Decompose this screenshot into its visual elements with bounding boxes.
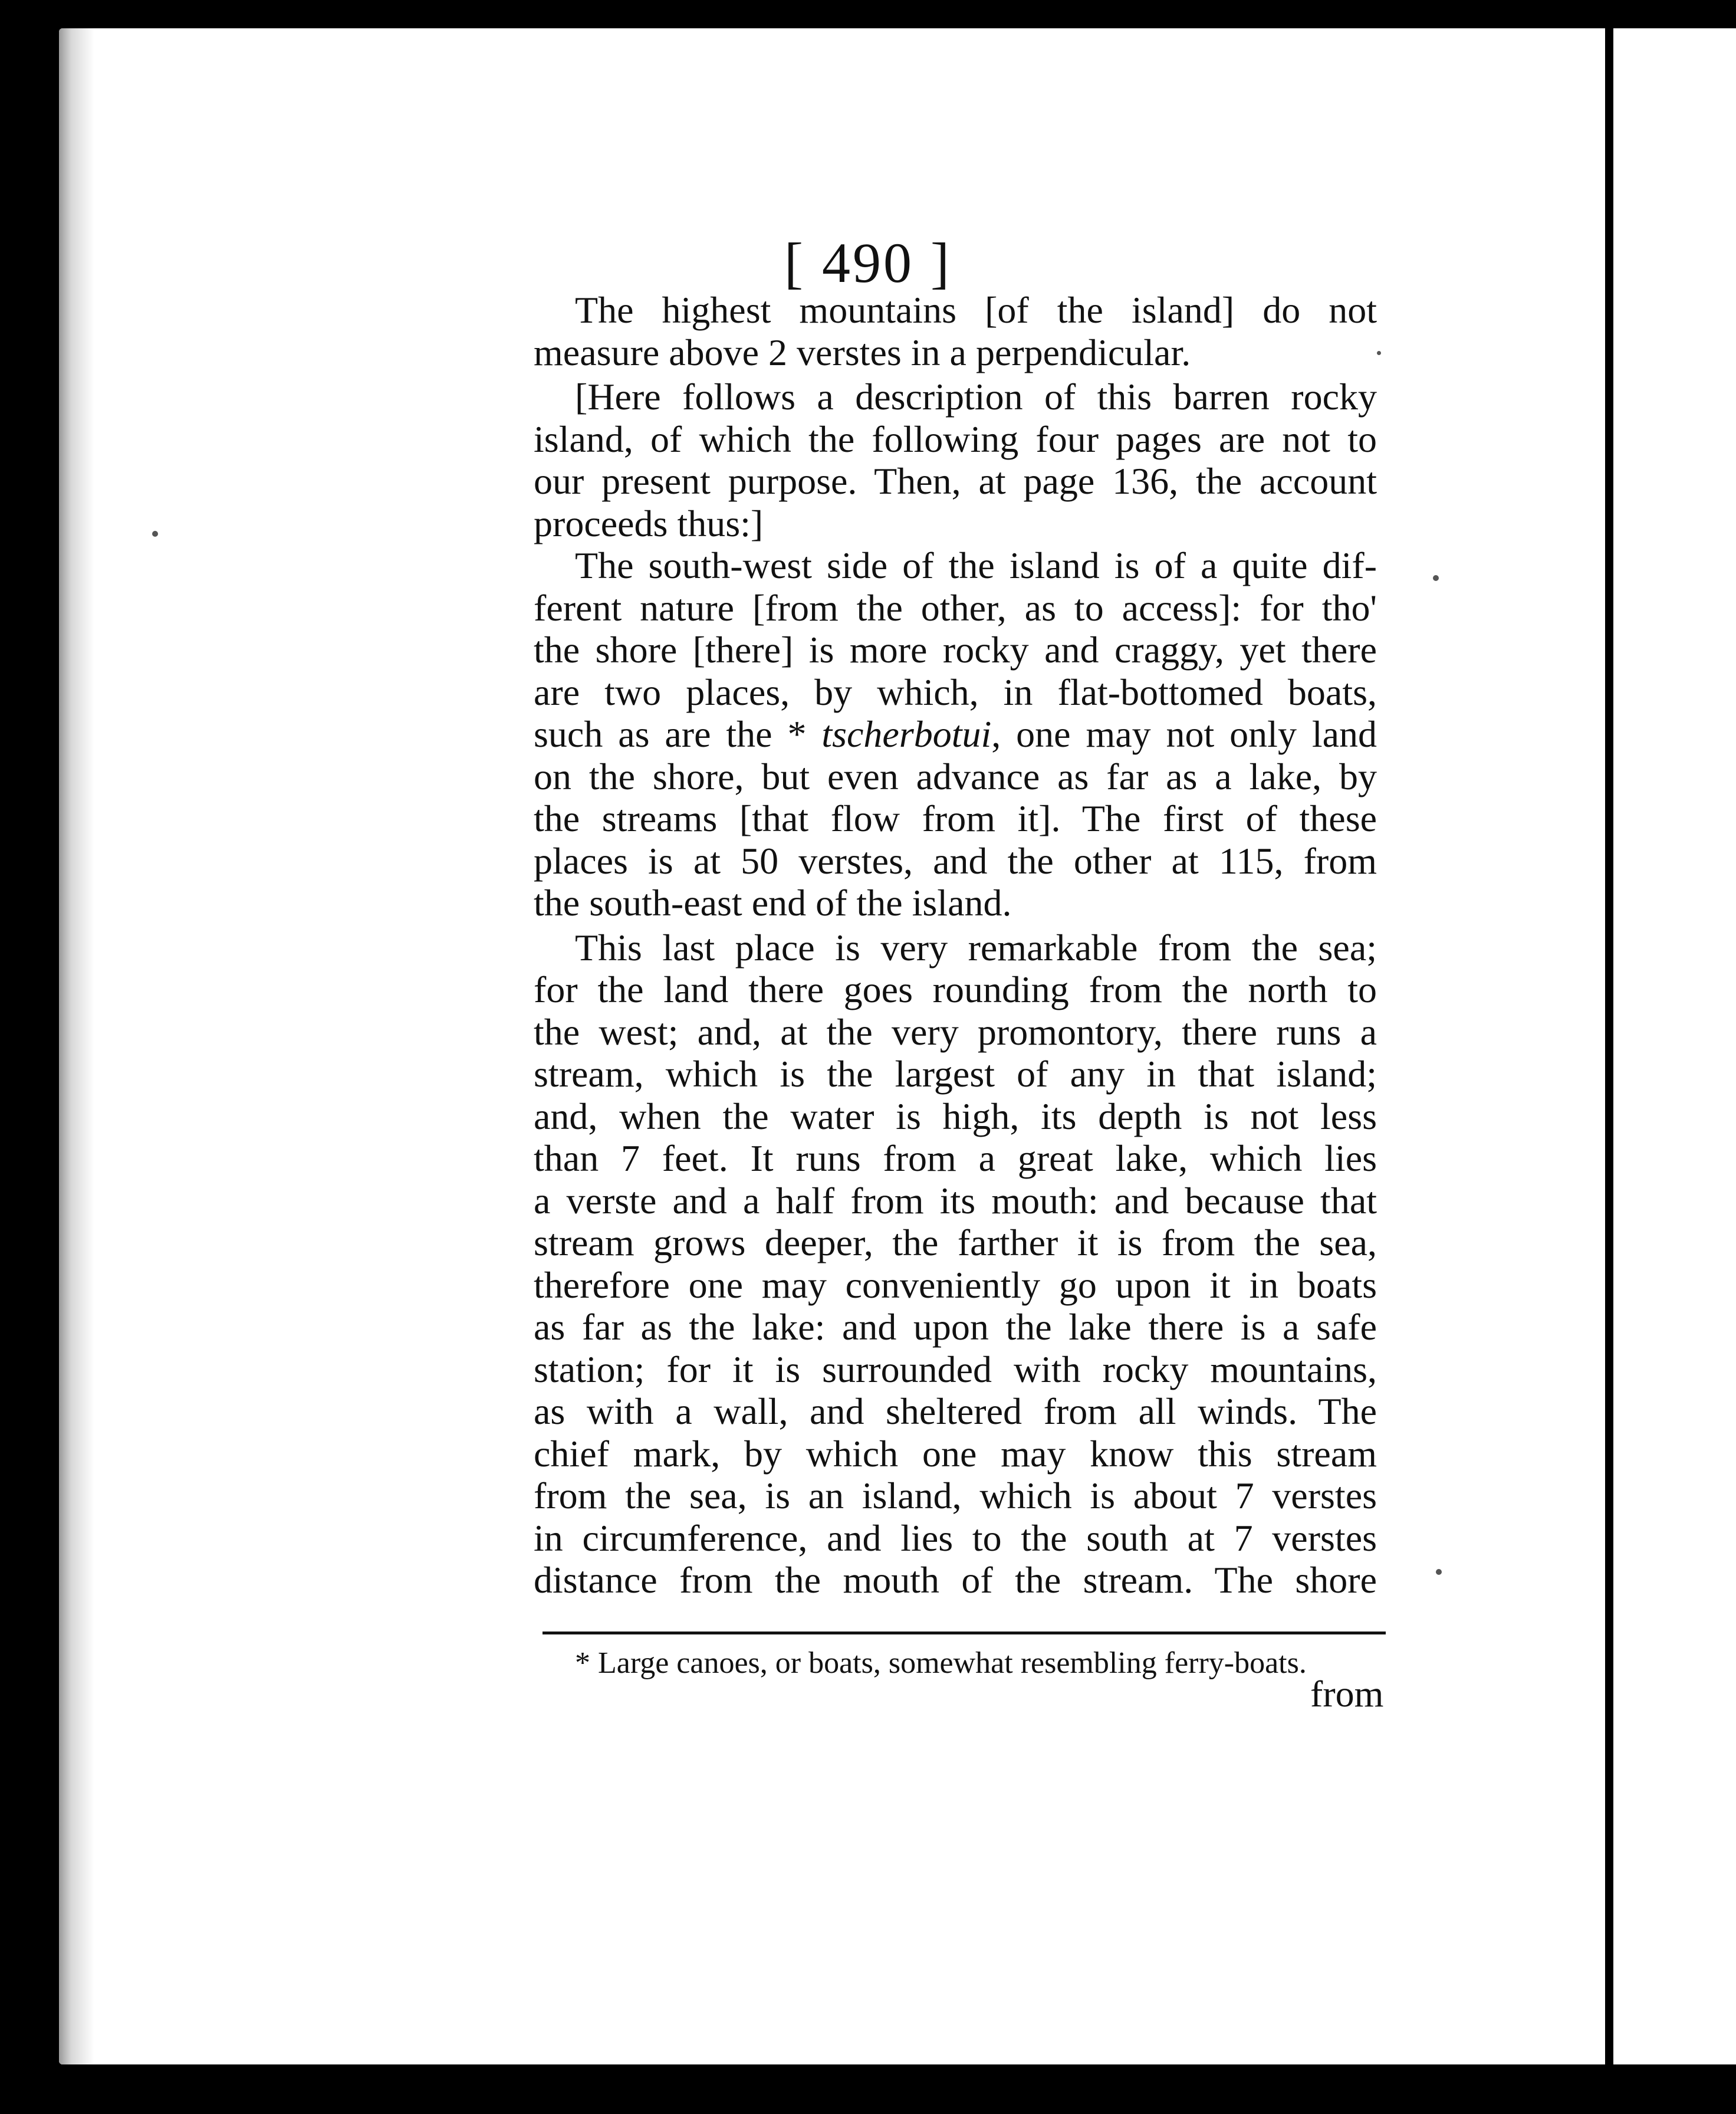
text-line: on the shore, but even advance as far as a lake, by [534, 755, 1377, 797]
text-line: a verste and a half from its mouth: and because that [534, 1179, 1377, 1222]
text-line: our present purpose. Then, at page 136, the account [534, 460, 1377, 502]
ink-speck [1377, 351, 1381, 355]
text-line: the shore [there] is more rocky and craggy, yet there [534, 629, 1377, 671]
text-line: The highest mountains [of the island] do not [575, 289, 1377, 331]
text-line: therefore one may conveniently go upon it in boats [534, 1263, 1377, 1306]
text-line: proceeds thus:] [534, 502, 764, 544]
text-line: chief mark, by which one may know this stream [534, 1432, 1377, 1475]
text-line: in circumference, and lies to the south at 7 verstes [534, 1516, 1377, 1559]
text-line: The south-west side of the island is of a quite dif- [575, 544, 1377, 586]
ink-speck [1433, 575, 1439, 581]
text-line: are two places, by which, in flat-bottomed boats, [534, 671, 1377, 713]
body-text [534, 289, 1377, 1601]
text-line: and, when the water is high, its depth is not less [534, 1095, 1377, 1137]
text-line: stream grows deeper, the farther it is from the sea, [534, 1222, 1377, 1263]
page-number-header: [ 490 ] [784, 231, 952, 294]
text-line: This last place is very remarkable from the sea; [575, 926, 1377, 969]
text-line: ferent nature [from the other, as to access]: for tho' [534, 586, 1377, 629]
text-line: for the land there goes rounding from the north to [534, 969, 1377, 1010]
italic-term: tscherbotui [821, 713, 992, 755]
text-line: station; for it is surrounded with rocky mountains, [534, 1348, 1377, 1390]
text-line: as far as the lake: and upon the lake there is a safe [534, 1306, 1377, 1348]
text-line: measure above 2 verstes in a perpendicular. [534, 331, 1191, 373]
text-line: than 7 feet. It runs from a great lake, which lies [534, 1137, 1377, 1179]
text-line: island, of which the following four pages are not to [534, 418, 1377, 460]
text-line: distance from the mouth of the stream. The shore [534, 1559, 1377, 1601]
text-line: as with a wall, and sheltered from all winds. The [534, 1390, 1377, 1432]
page-gutter-shadow [59, 28, 94, 2064]
text-line: the west; and, at the very promontory, there runs a [534, 1010, 1377, 1053]
text-line: from the sea, is an island, which is about 7 verstes [534, 1475, 1377, 1516]
text-line-with-footnote-mark: such as are the * tscherbotui, one may not only land [534, 713, 1377, 755]
text-line: the streams [that flow from it]. The first of these [534, 797, 1377, 839]
page-edge-line [1605, 28, 1613, 2064]
ink-speck [152, 531, 158, 537]
facing-page-strip [1613, 28, 1736, 2064]
footnote: * Large canoes, or boats, somewhat resembling ferry-boats. [575, 1646, 1307, 1680]
catchword: from [1310, 1673, 1384, 1715]
footnote-rule [542, 1632, 1386, 1634]
text-line: stream, which is the largest of any in that island; [534, 1053, 1377, 1095]
text-line: the south-east end of the island. [534, 882, 1012, 924]
ink-speck [1436, 1569, 1442, 1575]
text-line: [Here follows a description of this barren rocky [575, 376, 1377, 418]
text-line: places is at 50 verstes, and the other at 115, from [534, 839, 1377, 882]
